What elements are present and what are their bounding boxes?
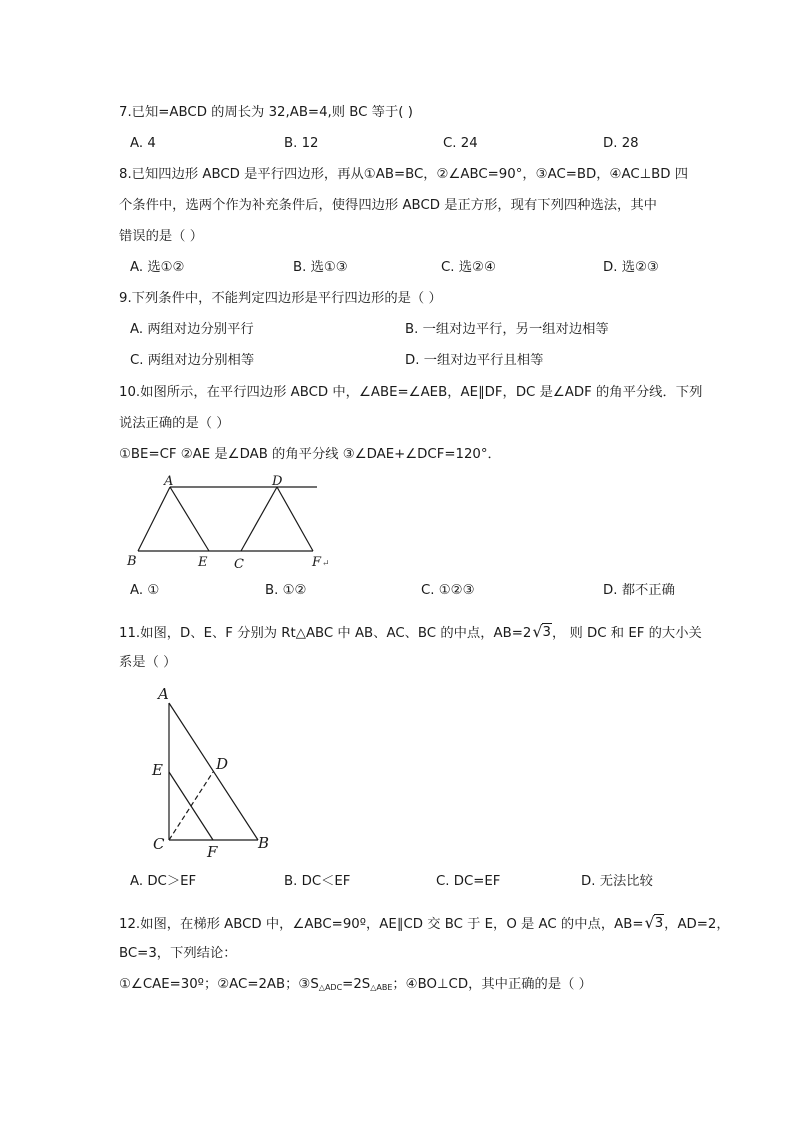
q12-stem-line2: BC=3，下列结论： bbox=[119, 946, 237, 961]
q8-stem-line2: 个条件中，选两个作为补充条件后，使得四边形 ABCD 是正方形，现有下列四种选法，其中 bbox=[119, 198, 657, 213]
q7-option-a: A. 4 bbox=[130, 136, 156, 151]
q11-label-b: B bbox=[258, 834, 270, 852]
q10-option-a: A. ① bbox=[130, 583, 160, 598]
q10-label-e: E bbox=[198, 555, 208, 570]
q10-parallelogram-figure bbox=[120, 470, 335, 575]
q10-option-b: B. ①② bbox=[265, 583, 307, 598]
q11-label-d: D bbox=[216, 755, 229, 773]
q10-option-d: D. 都不正确 bbox=[603, 583, 675, 598]
q12-conclusions-part-a: ①∠CAE=30º；②AC=2AB；③S bbox=[119, 977, 319, 992]
q12-subscript-adc: △ADC bbox=[318, 983, 343, 992]
q8-option-d: D. 选②③ bbox=[603, 260, 659, 275]
q12-subscript-abe: △ABE bbox=[370, 983, 393, 992]
q11-option-c: C. DC=EF bbox=[436, 874, 501, 889]
q10-return-mark: ↵ bbox=[322, 559, 330, 569]
q10-segment-df bbox=[277, 487, 313, 551]
q12-sqrt: √3 bbox=[644, 913, 664, 932]
q8-option-c: C. 选②④ bbox=[441, 260, 496, 275]
q11-label-a: A bbox=[158, 685, 169, 703]
q12-conclusions bbox=[119, 976, 592, 997]
q9-option-c: C. 两组对边分别相等 bbox=[130, 353, 255, 368]
q12-conclusions-part-c: ；④BO⊥CD，其中正确的是（ ） bbox=[392, 977, 592, 992]
q7-option-d: D. 28 bbox=[603, 136, 639, 151]
q10-label-f: F bbox=[312, 555, 322, 570]
q10-label-b: B bbox=[127, 554, 137, 569]
q8-option-b: B. 选①③ bbox=[293, 260, 348, 275]
q12-radicand: 3 bbox=[654, 916, 664, 931]
q9-option-b: B. 一组对边平行，另一组对边相等 bbox=[405, 322, 609, 337]
q11-option-b: B. DC＜EF bbox=[284, 874, 351, 889]
q9-option-a: A. 两组对边分别平行 bbox=[130, 322, 254, 337]
q10-label-a: A bbox=[164, 474, 174, 489]
q11-stem-line2: 系是（ ） bbox=[119, 655, 177, 670]
q11-triangle-figure bbox=[145, 680, 285, 860]
q11-label-f: F bbox=[207, 843, 218, 860]
q11-stem-line1-end: ， 则 DC 和 EF 的大小关 bbox=[552, 626, 702, 641]
q11-sqrt: √3 bbox=[532, 622, 551, 641]
q10-statements: ①BE=CF ②AE 是∠DAB 的角平分线 ③∠DAE+∠DCF=120°． bbox=[119, 447, 501, 462]
q12-conclusions-part-b: =2S bbox=[342, 977, 371, 992]
q11-stem-line1-start: 11.如图，D、E、F 分别为 Rt△ABC 中 AB、AC、BC 的中点，AB=2 bbox=[119, 626, 532, 641]
q9-stem: 9.下列条件中，不能判定四边形是平行四边形的是（ ） bbox=[119, 291, 442, 306]
q7-option-c: C. 24 bbox=[443, 136, 478, 151]
q11-label-c: C bbox=[153, 835, 165, 853]
q11-stem-line1 bbox=[119, 623, 702, 643]
q11-radicand: 3 bbox=[542, 625, 551, 640]
q12-stem-line1-end: ，AD=2， bbox=[664, 917, 730, 932]
q10-label-d: D bbox=[272, 474, 283, 489]
q7-option-b: B. 12 bbox=[284, 136, 319, 151]
q8-option-a: A. 选①② bbox=[130, 260, 185, 275]
q11-option-d: D. 无法比较 bbox=[581, 874, 653, 889]
q10-stem-line2: 说法正确的是（ ） bbox=[119, 416, 230, 431]
q10-segment-dc bbox=[241, 487, 277, 551]
q11-label-e: E bbox=[152, 761, 163, 779]
q10-stem-line1: 10.如图所示，在平行四边形 ABCD 中，∠ABE=∠AEB，AE∥DF，DC 是∠ADF 的角平分线．下列 bbox=[119, 385, 703, 400]
q10-option-c: C. ①②③ bbox=[421, 583, 475, 598]
q9-option-d: D. 一组对边平行且相等 bbox=[405, 353, 544, 368]
q8-stem-line3: 错误的是（ ） bbox=[119, 229, 204, 244]
q12-stem-line1-start: 12.如图，在梯形 ABCD 中，∠ABC=90º，AE∥CD 交 BC 于 E，O 是 AC 的中点，AB= bbox=[119, 917, 644, 932]
q11-option-a: A. DC＞EF bbox=[130, 874, 197, 889]
q10-label-c: C bbox=[234, 557, 244, 572]
q10-segment-ab bbox=[138, 487, 170, 551]
q8-stem-line1: 8.已知四边形 ABCD 是平行四边形，再从①AB=BC，②∠ABC=90°，③AC=BD，④AC⊥BD 四 bbox=[119, 167, 689, 182]
q10-segment-ae bbox=[170, 487, 209, 551]
q7-stem: 7.已知=ABCD 的周长为 32,AB=4,则 BC 等于( ) bbox=[119, 105, 413, 120]
q12-stem-line1 bbox=[119, 914, 730, 934]
